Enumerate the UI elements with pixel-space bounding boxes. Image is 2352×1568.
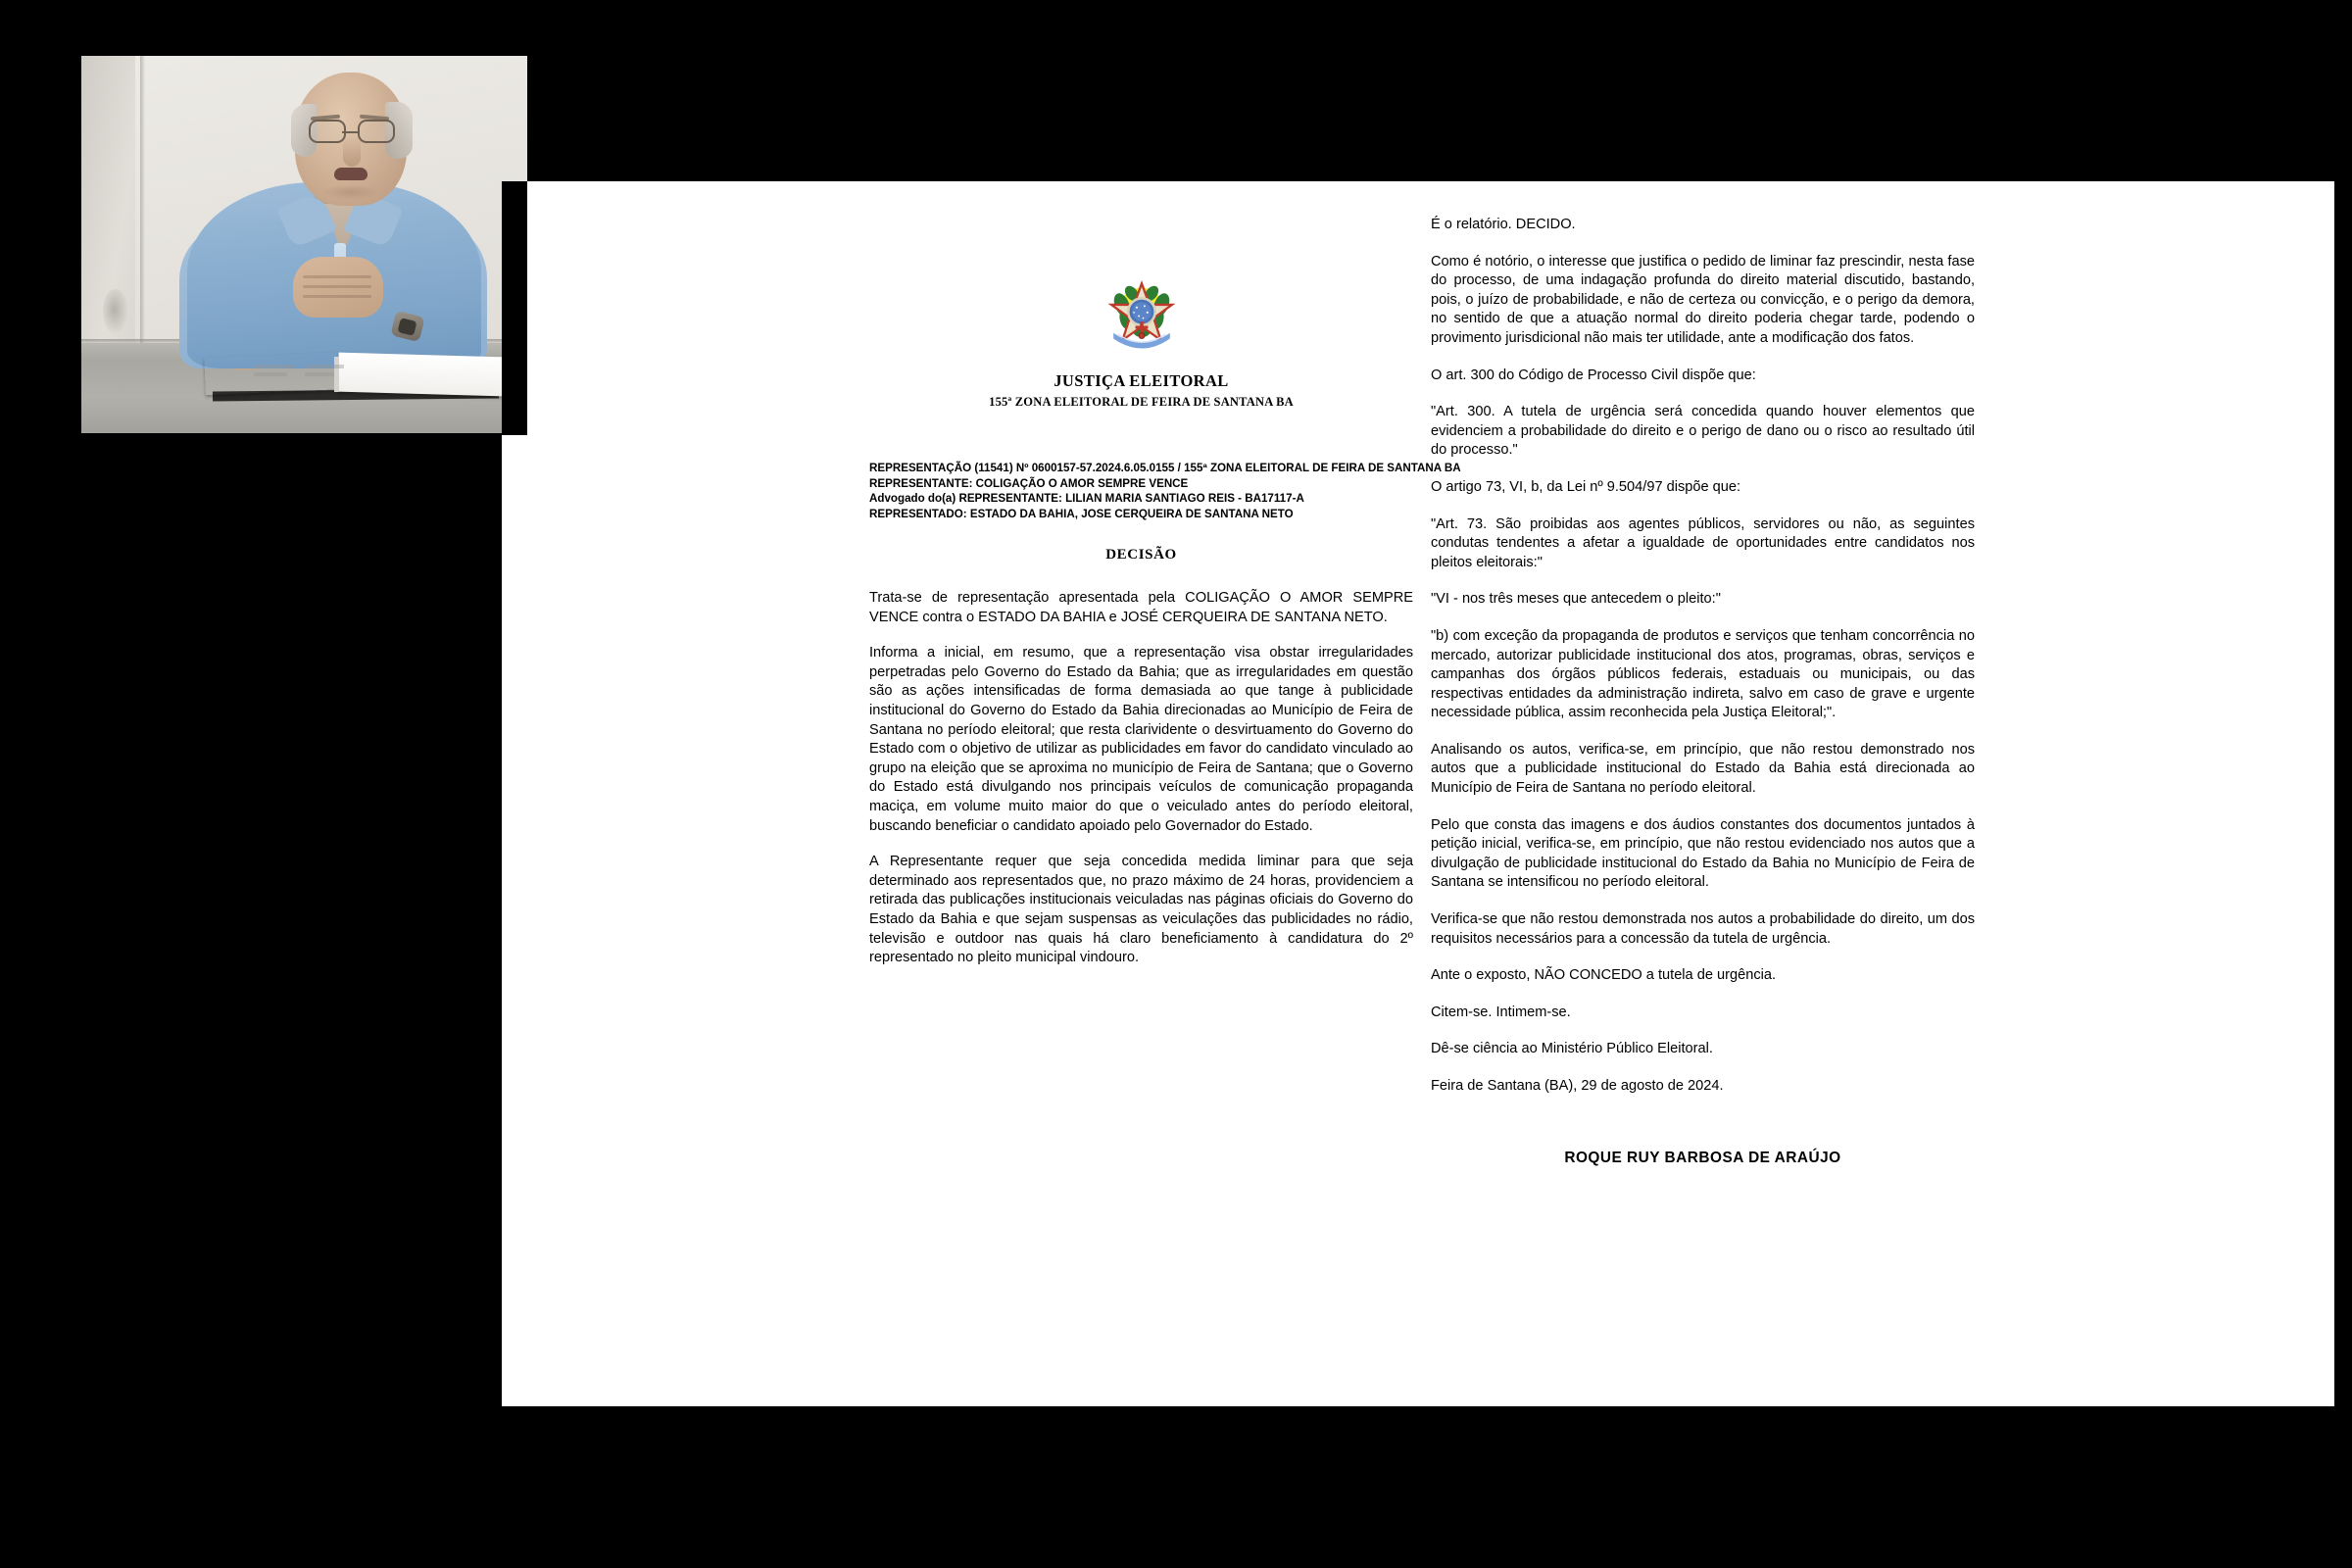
organization-subtitle: 155ª ZONA ELEITORAL DE FEIRA DE SANTANA BA bbox=[989, 395, 1294, 409]
right-column-body bbox=[1431, 181, 1975, 1167]
case-line: REPRESENTAÇÃO (11541) Nº 0600157-57.2024.6.05.0155 / 155ª ZONA ELEITORAL DE FEIRA DE SANTANA BA bbox=[869, 462, 1461, 474]
right-paragraph: O art. 300 do Código de Processo Civil dispõe que: bbox=[1431, 367, 1756, 383]
organization-title: JUSTIÇA ELEITORAL bbox=[1054, 371, 1229, 390]
document-header bbox=[869, 181, 1413, 410]
document-right-column bbox=[1431, 181, 1975, 1167]
open-document-spine bbox=[334, 357, 339, 392]
case-line: REPRESENTADO: ESTADO DA BAHIA, JOSE CERQUEIRA DE SANTANA NETO bbox=[869, 507, 1294, 520]
left-paragraph: Informa a inicial, em resumo, que a representação visa obstar irregularidades perpetradas pelo Governo do Estado da Bahia; que as irregularidades em questão são as ações intensificadas de forma demasiada ao que tange à publicidade institucional do Governo do Estado da Bahia direcionadas ao Município de Feira de Santana no período eleitoral; que resta clarividente o desvirtuamento do Governo do Estado com o objetivo de utilizar as publicidades em favor do candidato vinculado ao grupo na eleição que se aproxima no município de Feira de Santana; que o Governo do Estado está divulgando nos principais veículos de comunicação propaganda maciça, em volume muito maior do que o veiculado antes do período eleitoral, buscando beneficiar o candidato apoiado pelo Governador do Estado. bbox=[869, 645, 1413, 834]
eyeglasses-left-lens bbox=[309, 120, 346, 143]
right-paragraph: Dê-se ciência ao Ministério Público Eleitoral. bbox=[1431, 1041, 1713, 1057]
person-mouth bbox=[334, 168, 368, 180]
right-paragraph: "Art. 300. A tutela de urgência será concedida quando houver elementos que evidenciem a probabilidade do direito e o perigo de dano ou o risco ao resultado útil do processo." bbox=[1431, 404, 1975, 459]
hand-finger-line bbox=[303, 295, 371, 298]
right-paragraph: Citem-se. Intimem-se. bbox=[1431, 1004, 1571, 1020]
eyeglasses-bridge bbox=[342, 131, 358, 133]
open-document-right-page bbox=[337, 353, 505, 397]
page-corner-occlusion bbox=[502, 181, 527, 435]
right-paragraph: Verifica-se que não restou demonstrada nos autos a probabilidade do direito, um dos requisitos necessários para a concessão da tutela de urgência. bbox=[1431, 911, 1975, 947]
judge-signature: ROQUE RUY BARBOSA DE ARAÚJO bbox=[1564, 1149, 1841, 1166]
court-decision-document bbox=[502, 181, 2334, 1406]
right-paragraph: Como é notório, o interesse que justifica o pedido de liminar faz prescindir, nesta fase do processo, de uma indagação profunda do direito material discutido, bastando, pois, o juízo de probabilidade, e não de certeza ou convicção, e o perigo da demora, no sentido de que a atuação normal do direito poderia chegar tarde, podendo o provimento jurisdicional não mais ter utilidade, ante a modificação dos fatos. bbox=[1431, 253, 1975, 346]
person-chin-shadow bbox=[322, 184, 379, 200]
wall-smudge bbox=[103, 289, 128, 334]
case-line: REPRESENTANTE: COLIGAÇÃO O AMOR SEMPRE VENCE bbox=[869, 476, 1189, 490]
right-paragraph: "Art. 73. São proibidas aos agentes públicos, servidores ou não, as seguintes condutas tendentes a afetar a igualdade de oportunidades entre candidatos nos pleitos eleitorais:" bbox=[1431, 515, 1975, 570]
document-text-line bbox=[305, 372, 334, 376]
document-left-column bbox=[869, 181, 1461, 985]
case-line: Advogado do(a) REPRESENTANTE: LILIAN MARIA SANTIAGO REIS - BA17117-A bbox=[869, 492, 1304, 505]
hand-finger-line bbox=[303, 275, 371, 278]
decision-heading: DECISÃO bbox=[1105, 547, 1177, 563]
document-text-line bbox=[254, 372, 287, 376]
hand-finger-line bbox=[303, 285, 371, 288]
document-text-line bbox=[305, 365, 344, 368]
video-frame bbox=[81, 56, 527, 433]
brazilian-coat-of-arms-icon bbox=[1106, 279, 1177, 350]
left-paragraph: Trata-se de representação apresentada pela COLIGAÇÃO O AMOR SEMPRE VENCE contra o ESTADO DA BAHIA e JOSÉ CERQUEIRA DE SANTANA NETO. bbox=[869, 590, 1413, 625]
document-text-line bbox=[254, 365, 295, 368]
right-paragraph: Feira de Santana (BA), 29 de agosto de 2024. bbox=[1431, 1078, 1724, 1094]
left-paragraph: A Representante requer que seja concedida medida liminar para que seja determinado aos representados que, no prazo máximo de 24 horas, providenciem a retirada das publicações institucionais veiculadas nas páginas oficiais do Governo do Estado da Bahia e que sejam suspensas as veiculações das publicidades no rádio, televisão e outdoor nas quais há claro beneficiamento à candidatura do 2º representado no pleito municipal vindouro. bbox=[869, 854, 1413, 966]
right-paragraph: Ante o exposto, NÃO CONCEDO a tutela de urgência. bbox=[1431, 967, 1777, 984]
case-reference-block bbox=[869, 461, 1461, 521]
right-paragraph: O artigo 73, VI, b, da Lei nº 9.504/97 dispõe que: bbox=[1431, 478, 1741, 495]
right-paragraph: É o relatório. DECIDO. bbox=[1431, 217, 1576, 232]
person-nose bbox=[343, 137, 361, 167]
right-paragraph: Analisando os autos, verifica-se, em princípio, que não restou demonstrado nos autos que a publicidade institucional do Estado da Bahia está direcionada ao Município de Feira de Santana no período eleitoral. bbox=[1431, 741, 1975, 797]
right-paragraph: "VI - nos três meses que antecedem o pleito:" bbox=[1431, 591, 1721, 608]
right-paragraph: Pelo que consta das imagens e dos áudios constantes dos documentos juntados à petição inicial, verifica-se, em princípio, que não restou evidenciado nos autos que a divulgação de publicidade institucional do Estado da Bahia no Município de Feira de Santana se intensificou no período eleitoral. bbox=[1431, 816, 1975, 891]
eyeglasses-right-lens bbox=[358, 120, 395, 143]
right-paragraph: "b) com exceção da propaganda de produtos e serviços que tenham concorrência no mercado, autorizar publicidade institucional dos atos, programas, obras, serviços e campanhas dos órgãos públicos federais, estaduais ou municipais, ou das respectivas entidades da administração indireta, salvo em caso de grave e urgente necessidade pública, assim reconhecida pela Justiça Eleitoral;". bbox=[1431, 627, 1975, 721]
